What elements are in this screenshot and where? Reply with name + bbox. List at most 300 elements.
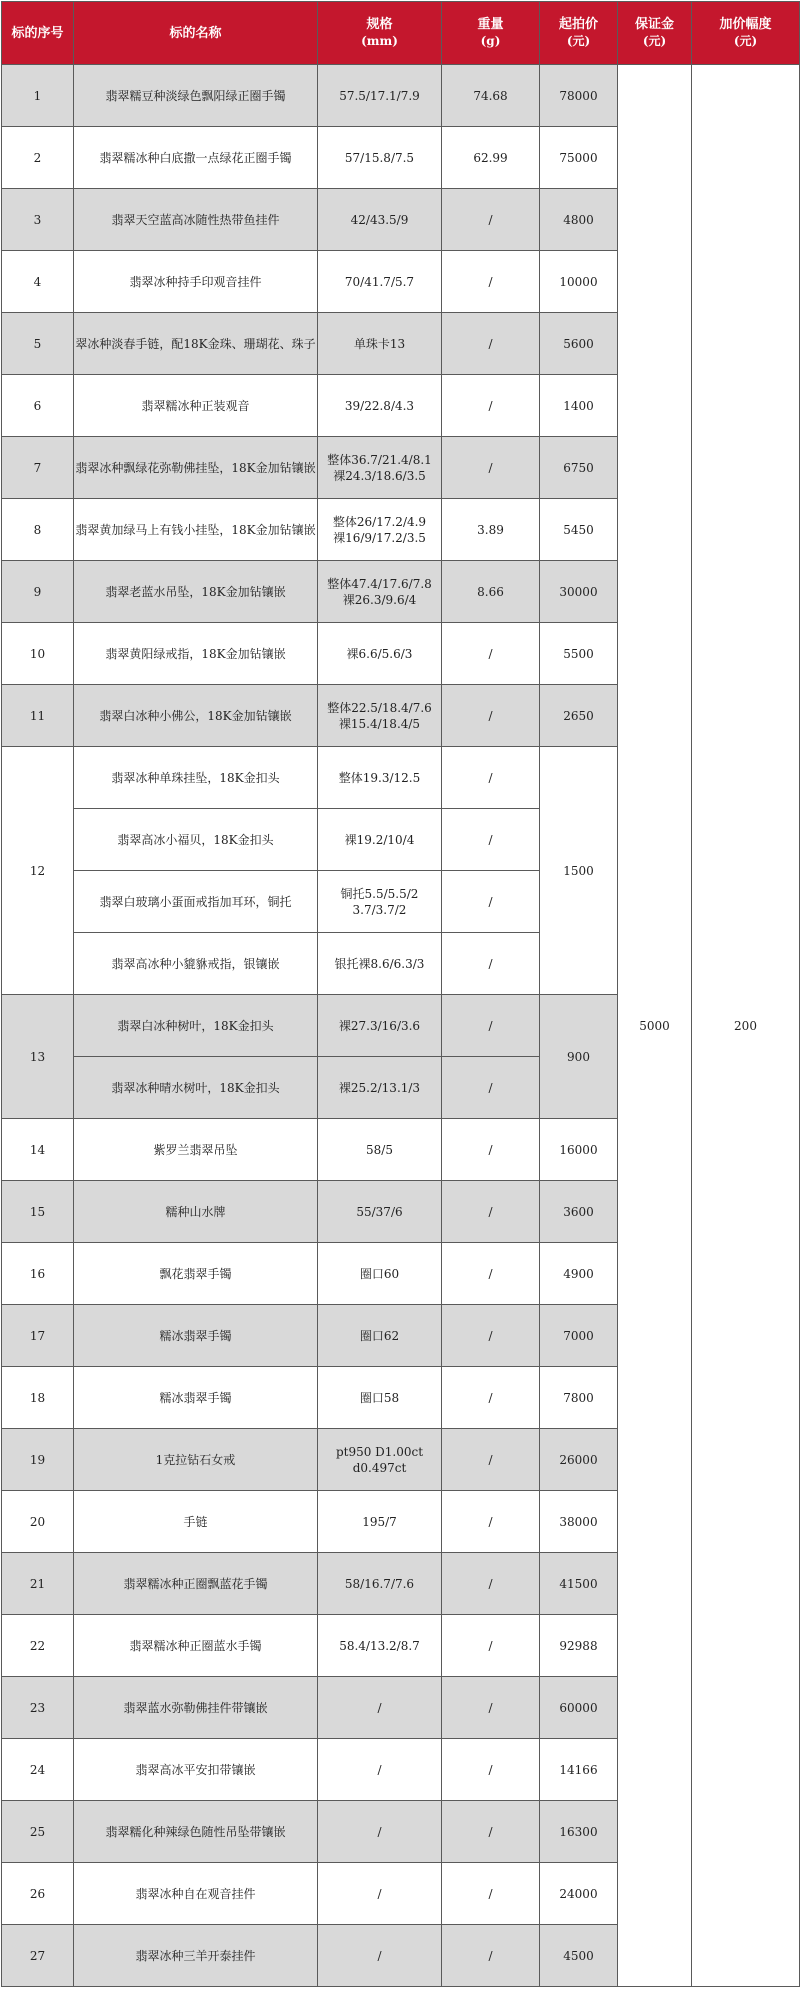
lot-name-cell <box>74 375 318 437</box>
spec-line: 圈口60 <box>359 1266 400 1281</box>
start-price-cell-text: 4500 <box>563 1948 594 1963</box>
header-start-price: 起拍价 (元) <box>540 2 618 65</box>
spec-line: 3.7/3.7/2 <box>352 902 407 917</box>
lot-name-cell-text: 翡翠糯冰种正圈蓝水手镯 <box>129 1638 262 1653</box>
lot-no-cell-text: 19 <box>29 1452 46 1467</box>
weight-cell-text: / <box>488 1700 493 1715</box>
spec-line: 裸16/9/17.2/3.5 <box>333 530 426 545</box>
weight-cell <box>442 933 540 995</box>
start-price-cell <box>540 1367 618 1429</box>
spec-line: 银托裸8.6/6.3/3 <box>334 956 425 971</box>
spec-line: 单珠卡13 <box>353 336 406 351</box>
lot-name-cell-text: 翡翠白冰种小佛公，18K金加钻镶嵌 <box>99 708 292 723</box>
weight-cell <box>442 561 540 623</box>
start-price-cell-text: 60000 <box>559 1700 598 1715</box>
spec-cell <box>318 1925 442 1987</box>
start-price-cell <box>540 1739 618 1801</box>
lot-no-cell-text: 1 <box>33 88 42 103</box>
spec-line: / <box>377 1824 382 1839</box>
weight-cell-text: / <box>488 1390 493 1405</box>
lot-no-cell-text: 25 <box>29 1824 46 1839</box>
lot-name-cell <box>74 437 318 499</box>
lot-name-cell-text: 翡翠糯冰种白底撒一点绿花正圈手镯 <box>99 150 292 165</box>
lot-name-cell <box>74 313 318 375</box>
start-price-cell <box>540 1119 618 1181</box>
lot-name-cell-text: 糯冰翡翠手镯 <box>159 1328 232 1343</box>
start-price-cell-text: 1400 <box>563 398 594 413</box>
weight-cell <box>442 1739 540 1801</box>
lot-no-cell-text: 8 <box>33 522 42 537</box>
weight-cell <box>442 1491 540 1553</box>
lot-no-cell <box>2 189 74 251</box>
lot-no-cell <box>2 313 74 375</box>
lot-name-cell-text: 翡翠冰种自在观音挂件 <box>135 1886 256 1901</box>
spec-cell <box>318 1553 442 1615</box>
spec-cell <box>318 1243 442 1305</box>
lot-no-cell <box>2 1739 74 1801</box>
lot-name-cell-text: 翡翠冰种三羊开泰挂件 <box>135 1948 256 1963</box>
lot-name-cell-text: 翡翠蓝水弥勒佛挂件带镶嵌 <box>123 1700 268 1715</box>
start-price-cell-text: 10000 <box>559 274 598 289</box>
deposit-cell-text: 5000 <box>639 1018 670 1033</box>
lot-name-cell <box>74 995 318 1057</box>
start-price-cell <box>540 1615 618 1677</box>
spec-line: 57.5/17.1/7.9 <box>339 88 420 103</box>
start-price-cell <box>540 1553 618 1615</box>
start-price-cell-text: 4800 <box>563 212 594 227</box>
lot-no-cell <box>2 1429 74 1491</box>
lot-name-cell-text: 糯冰翡翠手镯 <box>159 1390 232 1405</box>
table-body <box>2 65 800 1987</box>
increment-cell <box>692 65 800 1987</box>
start-price-cell-text: 6750 <box>563 460 594 475</box>
lot-no-cell-text: 24 <box>29 1762 46 1777</box>
start-price-cell <box>540 189 618 251</box>
weight-cell <box>442 437 540 499</box>
spec-cell <box>318 1119 442 1181</box>
start-price-cell <box>540 561 618 623</box>
lot-no-cell-text: 14 <box>29 1142 46 1157</box>
spec-cell <box>318 871 442 933</box>
weight-cell-text: / <box>488 1638 493 1653</box>
lot-name-cell <box>74 1181 318 1243</box>
lot-no-cell-text: 4 <box>33 274 42 289</box>
start-price-cell-text: 92988 <box>559 1638 598 1653</box>
table-row <box>2 65 800 127</box>
spec-line: 裸27.3/16/3.6 <box>338 1018 421 1033</box>
start-price-cell-text: 2650 <box>563 708 594 723</box>
spec-cell <box>318 1367 442 1429</box>
spec-cell <box>318 189 442 251</box>
weight-cell-text: / <box>488 894 493 909</box>
weight-cell-text: / <box>488 398 493 413</box>
start-price-cell-text: 5500 <box>563 646 594 661</box>
weight-cell <box>442 809 540 871</box>
weight-cell <box>442 1119 540 1181</box>
start-price-cell-text: 7800 <box>563 1390 594 1405</box>
lot-name-cell-text: 翡翠糯化种辣绿色随性吊坠带镶嵌 <box>105 1824 286 1839</box>
lot-no-cell-text: 12 <box>29 863 46 878</box>
weight-cell-text: / <box>488 1762 493 1777</box>
lot-name-cell <box>74 809 318 871</box>
start-price-cell-text: 900 <box>567 1049 590 1064</box>
lot-name-cell-text: 翡翠黄加绿马上有钱小挂坠，18K金加钻镶嵌 <box>75 522 316 537</box>
lot-no-cell-text: 23 <box>29 1700 46 1715</box>
weight-cell <box>442 313 540 375</box>
spec-line: 55/37/6 <box>356 1204 403 1219</box>
lot-name-cell-text: 翡翠冰种持手印观音挂件 <box>129 274 262 289</box>
weight-cell <box>442 1243 540 1305</box>
weight-cell-text: / <box>488 708 493 723</box>
weight-cell-text: 3.89 <box>477 522 504 537</box>
lot-name-cell-text: 翠冰种淡春手链，配18K金珠、珊瑚花、珠子 <box>75 336 316 351</box>
spec-cell <box>318 375 442 437</box>
spec-cell <box>318 1181 442 1243</box>
spec-line: 整体19.3/12.5 <box>338 770 421 785</box>
lot-no-cell <box>2 1677 74 1739</box>
weight-cell-text: / <box>488 1018 493 1033</box>
weight-cell <box>442 1367 540 1429</box>
spec-line: 整体36.7/21.4/8.1 <box>327 452 432 467</box>
header-name: 标的名称 <box>74 2 318 65</box>
start-price-cell-text: 5450 <box>563 522 594 537</box>
lot-name-cell <box>74 685 318 747</box>
start-price-cell-text: 30000 <box>559 584 598 599</box>
lot-no-cell-text: 7 <box>33 460 42 475</box>
spec-line: 圈口58 <box>359 1390 400 1405</box>
lot-no-cell-text: 3 <box>33 212 42 227</box>
spec-cell <box>318 1057 442 1119</box>
lot-no-cell-text: 11 <box>29 708 46 723</box>
start-price-cell-text: 4900 <box>563 1266 594 1281</box>
header-row <box>2 2 800 65</box>
weight-cell <box>442 1429 540 1491</box>
weight-cell-text: / <box>488 1328 493 1343</box>
start-price-cell <box>540 375 618 437</box>
start-price-cell <box>540 1243 618 1305</box>
spec-cell <box>318 437 442 499</box>
start-price-cell-text: 75000 <box>559 150 598 165</box>
header-lot-no: 标的序号 <box>2 2 74 65</box>
start-price-cell <box>540 251 618 313</box>
weight-cell <box>442 1553 540 1615</box>
lot-no-cell <box>2 561 74 623</box>
lot-name-cell <box>74 65 318 127</box>
weight-cell-text: / <box>488 1080 493 1095</box>
lot-no-cell-text: 22 <box>29 1638 46 1653</box>
start-price-cell-text: 78000 <box>559 88 598 103</box>
start-price-cell <box>540 1305 618 1367</box>
weight-cell-text: / <box>488 1204 493 1219</box>
weight-cell <box>442 375 540 437</box>
weight-cell <box>442 1305 540 1367</box>
lot-name-cell-text: 翡翠老蓝水吊坠，18K金加钻镶嵌 <box>105 584 286 599</box>
weight-cell-text: / <box>488 646 493 661</box>
spec-line: 圈口62 <box>359 1328 400 1343</box>
weight-cell-text: / <box>488 274 493 289</box>
start-price-cell-text: 41500 <box>559 1576 598 1591</box>
lot-name-cell <box>74 1367 318 1429</box>
lot-name-cell-text: 翡翠白玻璃小蛋面戒指加耳环，铜托 <box>99 894 292 909</box>
spec-cell <box>318 1429 442 1491</box>
lot-no-cell-text: 17 <box>29 1328 46 1343</box>
lot-name-cell <box>74 251 318 313</box>
lot-name-cell <box>74 561 318 623</box>
weight-cell <box>442 685 540 747</box>
spec-cell <box>318 1677 442 1739</box>
lot-name-cell-text: 翡翠高冰种小貔貅戒指，银镶嵌 <box>111 956 280 971</box>
start-price-cell-text: 26000 <box>559 1452 598 1467</box>
spec-cell <box>318 1739 442 1801</box>
start-price-cell-text: 1500 <box>563 863 594 878</box>
lot-name-cell <box>74 1677 318 1739</box>
weight-cell <box>442 65 540 127</box>
spec-line: 裸25.2/13.1/3 <box>338 1080 421 1095</box>
lot-no-cell <box>2 499 74 561</box>
spec-line: / <box>377 1886 382 1901</box>
lot-name-cell-text: 翡翠糯冰种正装观音 <box>141 398 250 413</box>
weight-cell-text: / <box>488 1948 493 1963</box>
lot-no-cell-text: 13 <box>29 1049 46 1064</box>
spec-line: 铜托5.5/5.5/2 <box>340 886 419 901</box>
start-price-cell <box>540 499 618 561</box>
auction-lot-table <box>1 1 800 1987</box>
spec-line: 裸26.3/9.6/4 <box>342 592 417 607</box>
spec-cell <box>318 65 442 127</box>
lot-name-cell <box>74 189 318 251</box>
lot-name-cell-text: 翡翠高冰平安扣带镶嵌 <box>135 1762 256 1777</box>
spec-cell <box>318 1491 442 1553</box>
lot-name-cell-text: 紫罗兰翡翠吊坠 <box>153 1142 238 1157</box>
start-price-cell <box>540 747 618 995</box>
weight-cell <box>442 747 540 809</box>
start-price-cell <box>540 1181 618 1243</box>
spec-line: 39/22.8/4.3 <box>344 398 415 413</box>
weight-cell <box>442 995 540 1057</box>
spec-line: pt950 D1.00ct <box>335 1444 424 1459</box>
lot-name-cell <box>74 1305 318 1367</box>
lot-name-cell-text: 糯种山水牌 <box>165 1204 226 1219</box>
lot-name-cell-text: 翡翠白冰种树叶，18K金扣头 <box>117 1018 274 1033</box>
lot-no-cell <box>2 251 74 313</box>
lot-no-cell <box>2 375 74 437</box>
lot-name-cell <box>74 1739 318 1801</box>
lot-name-cell-text: 飘花翡翠手镯 <box>159 1266 232 1281</box>
start-price-cell <box>540 65 618 127</box>
lot-name-cell <box>74 933 318 995</box>
lot-name-cell-text: 翡翠天空蓝高冰随性热带鱼挂件 <box>111 212 280 227</box>
spec-line: 58/16.7/7.6 <box>344 1576 415 1591</box>
lot-no-cell-text: 9 <box>33 584 42 599</box>
lot-no-cell <box>2 65 74 127</box>
lot-name-cell-text: 翡翠糯冰种正圈飘蓝花手镯 <box>123 1576 268 1591</box>
lot-no-cell-text: 16 <box>29 1266 46 1281</box>
lot-name-cell <box>74 1491 318 1553</box>
weight-cell-text: / <box>488 770 493 785</box>
weight-cell-text: / <box>488 956 493 971</box>
lot-name-cell <box>74 499 318 561</box>
weight-cell <box>442 623 540 685</box>
start-price-cell <box>540 685 618 747</box>
lot-name-cell <box>74 1119 318 1181</box>
lot-name-cell-text: 翡翠黄阳绿戒指，18K金加钻镶嵌 <box>105 646 286 661</box>
weight-cell-text: / <box>488 1576 493 1591</box>
spec-cell <box>318 251 442 313</box>
spec-cell <box>318 1863 442 1925</box>
spec-line: 58.4/13.2/8.7 <box>339 1638 420 1653</box>
spec-line: 裸6.6/5.6/3 <box>346 646 413 661</box>
spec-line: 58/5 <box>366 1142 393 1157</box>
weight-cell <box>442 1863 540 1925</box>
weight-cell-text: / <box>488 336 493 351</box>
spec-line: 57/15.8/7.5 <box>344 150 415 165</box>
start-price-cell <box>540 1429 618 1491</box>
lot-no-cell <box>2 747 74 995</box>
start-price-cell-text: 14166 <box>559 1762 598 1777</box>
lot-no-cell <box>2 1925 74 1987</box>
weight-cell <box>442 871 540 933</box>
spec-line: 整体47.4/17.6/7.8 <box>327 576 432 591</box>
start-price-cell <box>540 1677 618 1739</box>
spec-line: / <box>377 1700 382 1715</box>
weight-cell <box>442 251 540 313</box>
lot-no-cell <box>2 623 74 685</box>
lot-name-cell <box>74 1925 318 1987</box>
lot-name-cell <box>74 1243 318 1305</box>
lot-name-cell <box>74 1801 318 1863</box>
spec-line: / <box>377 1762 382 1777</box>
lot-no-cell <box>2 1863 74 1925</box>
lot-no-cell-text: 18 <box>29 1390 46 1405</box>
weight-cell-text: / <box>488 1142 493 1157</box>
spec-cell <box>318 685 442 747</box>
spec-cell <box>318 313 442 375</box>
increment-cell-text: 200 <box>734 1018 757 1033</box>
spec-line: 195/7 <box>362 1514 397 1529</box>
spec-line: 裸15.4/18.4/5 <box>338 716 421 731</box>
weight-cell <box>442 1057 540 1119</box>
start-price-cell <box>540 127 618 189</box>
header-deposit: 保证金 (元) <box>618 2 692 65</box>
lot-name-cell <box>74 1863 318 1925</box>
start-price-cell-text: 5600 <box>563 336 594 351</box>
lot-no-cell-text: 21 <box>29 1576 46 1591</box>
weight-cell <box>442 499 540 561</box>
weight-cell-text: / <box>488 1886 493 1901</box>
lot-no-cell-text: 6 <box>33 398 42 413</box>
lot-name-cell-text: 翡翠冰种晴水树叶，18K金扣头 <box>111 1080 280 1095</box>
weight-cell-text: / <box>488 1452 493 1467</box>
lot-no-cell <box>2 1615 74 1677</box>
spec-cell <box>318 747 442 809</box>
start-price-cell <box>540 1801 618 1863</box>
weight-cell-text: / <box>488 1266 493 1281</box>
weight-cell <box>442 127 540 189</box>
lot-name-cell <box>74 127 318 189</box>
lot-name-cell <box>74 747 318 809</box>
spec-cell <box>318 1615 442 1677</box>
lot-no-cell <box>2 1119 74 1181</box>
start-price-cell <box>540 313 618 375</box>
lot-no-cell-text: 20 <box>29 1514 46 1529</box>
start-price-cell <box>540 1491 618 1553</box>
spec-cell <box>318 127 442 189</box>
weight-cell <box>442 1801 540 1863</box>
spec-line: 整体26/17.2/4.9 <box>332 514 427 529</box>
deposit-cell <box>618 65 692 1987</box>
lot-no-cell-text: 2 <box>33 150 42 165</box>
lot-name-cell <box>74 1553 318 1615</box>
start-price-cell-text: 7000 <box>563 1328 594 1343</box>
weight-cell <box>442 1181 540 1243</box>
spec-cell <box>318 1801 442 1863</box>
lot-name-cell <box>74 871 318 933</box>
weight-cell-text: 62.99 <box>473 150 508 165</box>
spec-cell <box>318 623 442 685</box>
weight-cell-text: / <box>488 1824 493 1839</box>
start-price-cell <box>540 995 618 1119</box>
spec-line: 整体22.5/18.4/7.6 <box>327 700 432 715</box>
lot-no-cell-text: 15 <box>29 1204 46 1219</box>
lot-no-cell-text: 10 <box>29 646 46 661</box>
lot-no-cell-text: 27 <box>29 1948 46 1963</box>
start-price-cell-text: 3600 <box>563 1204 594 1219</box>
weight-cell-text: 74.68 <box>473 88 508 103</box>
lot-name-cell-text: 1克拉钻石女戒 <box>155 1452 236 1467</box>
lot-no-cell <box>2 1243 74 1305</box>
lot-no-cell <box>2 1553 74 1615</box>
lot-no-cell-text: 5 <box>33 336 42 351</box>
spec-cell <box>318 561 442 623</box>
weight-cell-text: 8.66 <box>477 584 504 599</box>
start-price-cell-text: 38000 <box>559 1514 598 1529</box>
lot-name-cell <box>74 1615 318 1677</box>
lot-name-cell <box>74 1057 318 1119</box>
lot-no-cell <box>2 1181 74 1243</box>
spec-line: 70/41.7/5.7 <box>344 274 415 289</box>
lot-no-cell <box>2 127 74 189</box>
start-price-cell <box>540 1863 618 1925</box>
lot-no-cell <box>2 1305 74 1367</box>
lot-no-cell <box>2 1491 74 1553</box>
weight-cell-text: / <box>488 1514 493 1529</box>
start-price-cell <box>540 1925 618 1987</box>
lot-no-cell-text: 26 <box>29 1886 46 1901</box>
lot-name-cell-text: 翡翠糯豆种淡绿色飘阳绿正圈手镯 <box>105 88 286 103</box>
lot-name-cell <box>74 1429 318 1491</box>
lot-no-cell <box>2 437 74 499</box>
spec-cell <box>318 933 442 995</box>
header-weight: 重量 (g) <box>442 2 540 65</box>
weight-cell <box>442 1615 540 1677</box>
start-price-cell <box>540 437 618 499</box>
weight-cell-text: / <box>488 212 493 227</box>
spec-line: 42/43.5/9 <box>350 212 409 227</box>
start-price-cell-text: 24000 <box>559 1886 598 1901</box>
weight-cell-text: / <box>488 460 493 475</box>
start-price-cell-text: 16300 <box>559 1824 598 1839</box>
header-spec: 规格 (mm) <box>318 2 442 65</box>
lot-no-cell <box>2 1367 74 1429</box>
lot-name-cell <box>74 623 318 685</box>
spec-line: 裸19.2/10/4 <box>344 832 415 847</box>
lot-name-cell-text: 翡翠高冰小福贝，18K金扣头 <box>117 832 274 847</box>
lot-no-cell <box>2 1801 74 1863</box>
header-increment: 加价幅度 (元) <box>692 2 800 65</box>
lot-name-cell-text: 翡翠冰种单珠挂坠，18K金扣头 <box>111 770 280 785</box>
spec-line: / <box>377 1948 382 1963</box>
spec-line: 裸24.3/18.6/3.5 <box>333 468 426 483</box>
